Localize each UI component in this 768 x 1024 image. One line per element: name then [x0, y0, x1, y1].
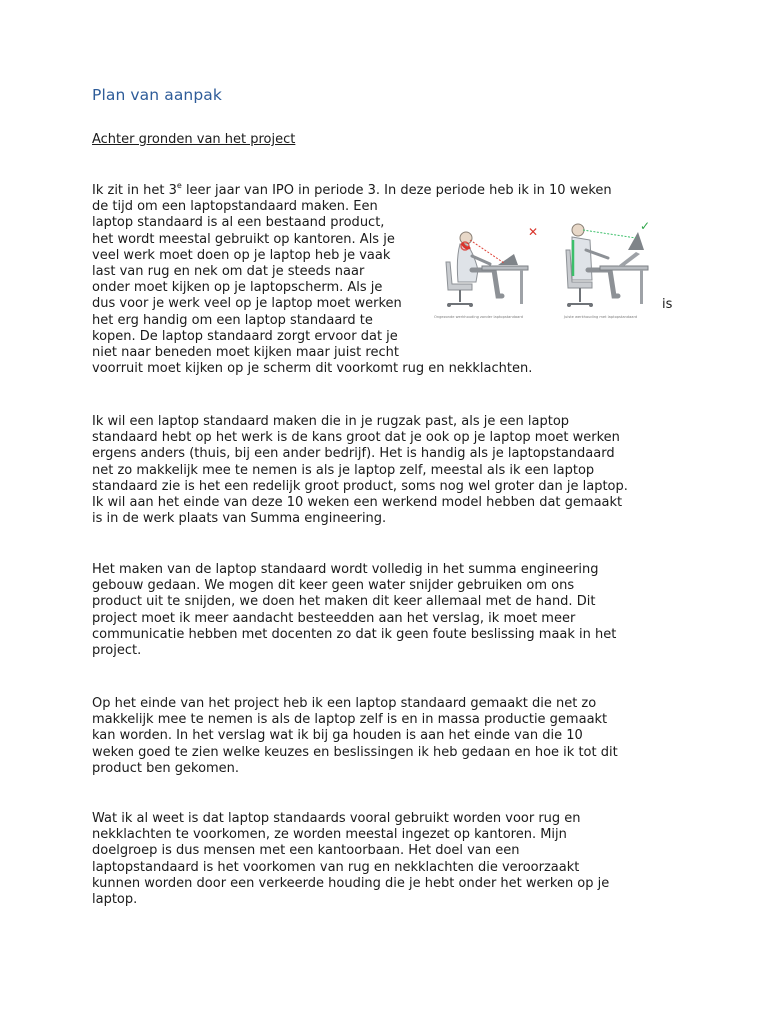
paragraph-line: nekklachten te voorkomen, ze worden meestal ingezet op kantoren. Mijn [92, 827, 567, 843]
paragraph-line: de tijd om een laptopstandaard maken. Een [92, 199, 378, 215]
paragraph-line: doelgroep is dus mensen met een kantoorbaan. Het doel van een [92, 843, 520, 859]
paragraph-line: standaard hebt op het werk is de kans groot dat je ook op je laptop moet werken [92, 430, 620, 446]
paragraph-line: laptop standaard is al een bestaand product, [92, 215, 385, 231]
figure-caption-right: Juiste werkhouding met laptopstandaard [564, 315, 638, 319]
paragraph-line: niet naar beneden moet kijken maar juist recht [92, 345, 399, 361]
paragraph-line: kopen. De laptop standaard zorgt ervoor dat je [92, 328, 398, 344]
paragraph-line: onder moet kijken op je laptopscherm. Als je [92, 280, 383, 296]
paragraph-line: net zo makkelijk mee te nemen is als je laptop zelf, meestal als ik een laptop [92, 462, 595, 478]
paragraph-line: gebouw gedaan. We mogen dit keer geen water snijder gebruiken om ons [92, 578, 575, 594]
paragraph-line: laptop. [92, 892, 138, 908]
paragraph-line: makkelijk mee te nemen is als de laptop zelf is en in massa productie gemaakt [92, 712, 608, 728]
paragraph-line: kan worden. In het verslag wat ik bij ga houden is aan het einde van die 10 [92, 728, 583, 744]
paragraph-line: standaard zie is het een redelijk groot product, soms nog wel groter dan je laptop. [92, 478, 628, 494]
paragraph-5 [92, 811, 692, 908]
paragraph-line: Op het einde van het project heb ik een laptop standaard gemaakt die net zo [92, 696, 597, 711]
bad-mark-icon: ✕ [528, 225, 539, 239]
paragraph-line: ergens anders (thuis, bij een ander bedrijf). Het is handig als je laptopstandaard [92, 446, 615, 462]
posture-illustration [432, 210, 662, 346]
paragraph-line: weken goed te zien welke keuzes en beslissingen ik heb gedaan en hoe ik tot dit [92, 744, 618, 760]
paragraph-line: veel werk moet doen op je laptop heb je vaak [92, 247, 391, 263]
paragraph-line: voorruit moet kijken op je scherm dit voorkomt rug en nekklachten. [92, 361, 533, 377]
paragraph-line: Wat ik al weet is dat laptop standaards vooral gebruikt worden voor rug en [92, 811, 581, 826]
paragraph-line: kunnen worden door een verkeerde houding die je hebt onder het werken op je [92, 875, 610, 891]
paragraph-line: het erg handig om een laptop standaard te [92, 312, 373, 328]
paragraph-line: Ik wil een laptop standaard maken die in je rugzak past, als je een laptop [92, 414, 570, 429]
paragraph-line: laptopstandaard is het voorkomen van rug en nekklachten die veroorzaakt [92, 859, 580, 875]
paragraph-line: product uit te snijden, we doen het maken dit keer allemaal met de hand. Dit [92, 594, 596, 610]
paragraph-line: Ik wil aan het einde van deze 10 weken een werkend model hebben dat gemaakt [92, 495, 623, 511]
paragraph-line: project moet ik meer aandacht besteedden aan het verslag, ik moet meer [92, 610, 576, 626]
paragraph-3 [92, 562, 692, 659]
paragraph-line: Ik zit in het 3e leer jaar van IPO in periode 3. In deze periode heb ik in 10 weken [92, 180, 612, 198]
paragraph-line: project. [92, 643, 142, 659]
paragraph-word: is [662, 297, 673, 312]
paragraph-4 [92, 696, 692, 777]
paragraph-2 [92, 414, 692, 527]
paragraph-line: last van rug en nek om dat je steeds naar [92, 264, 365, 280]
paragraph-line: Het maken van de laptop standaard wordt volledig in het summa engineering [92, 562, 599, 577]
good-mark-icon: ✓ [640, 219, 651, 233]
page-title: Plan van aanpak [92, 86, 222, 104]
figure-caption-left: Ongezonde werkhouding zonder laptopstandaard [434, 315, 524, 319]
paragraph-line: is in de werk plaats van Summa engineering. [92, 511, 387, 527]
paragraph-line: het wordt meestal gebruikt op kantoren. Als je [92, 231, 395, 247]
paragraph-line: communicatie hebben met docenten zo dat ik geen foute beslissing maak in het [92, 626, 617, 642]
paragraph-line: dus voor je werk veel op je laptop moet werken [92, 296, 402, 312]
paragraph-line: product ben gekomen. [92, 760, 240, 776]
section-heading: Achter gronden van het project [92, 132, 296, 147]
